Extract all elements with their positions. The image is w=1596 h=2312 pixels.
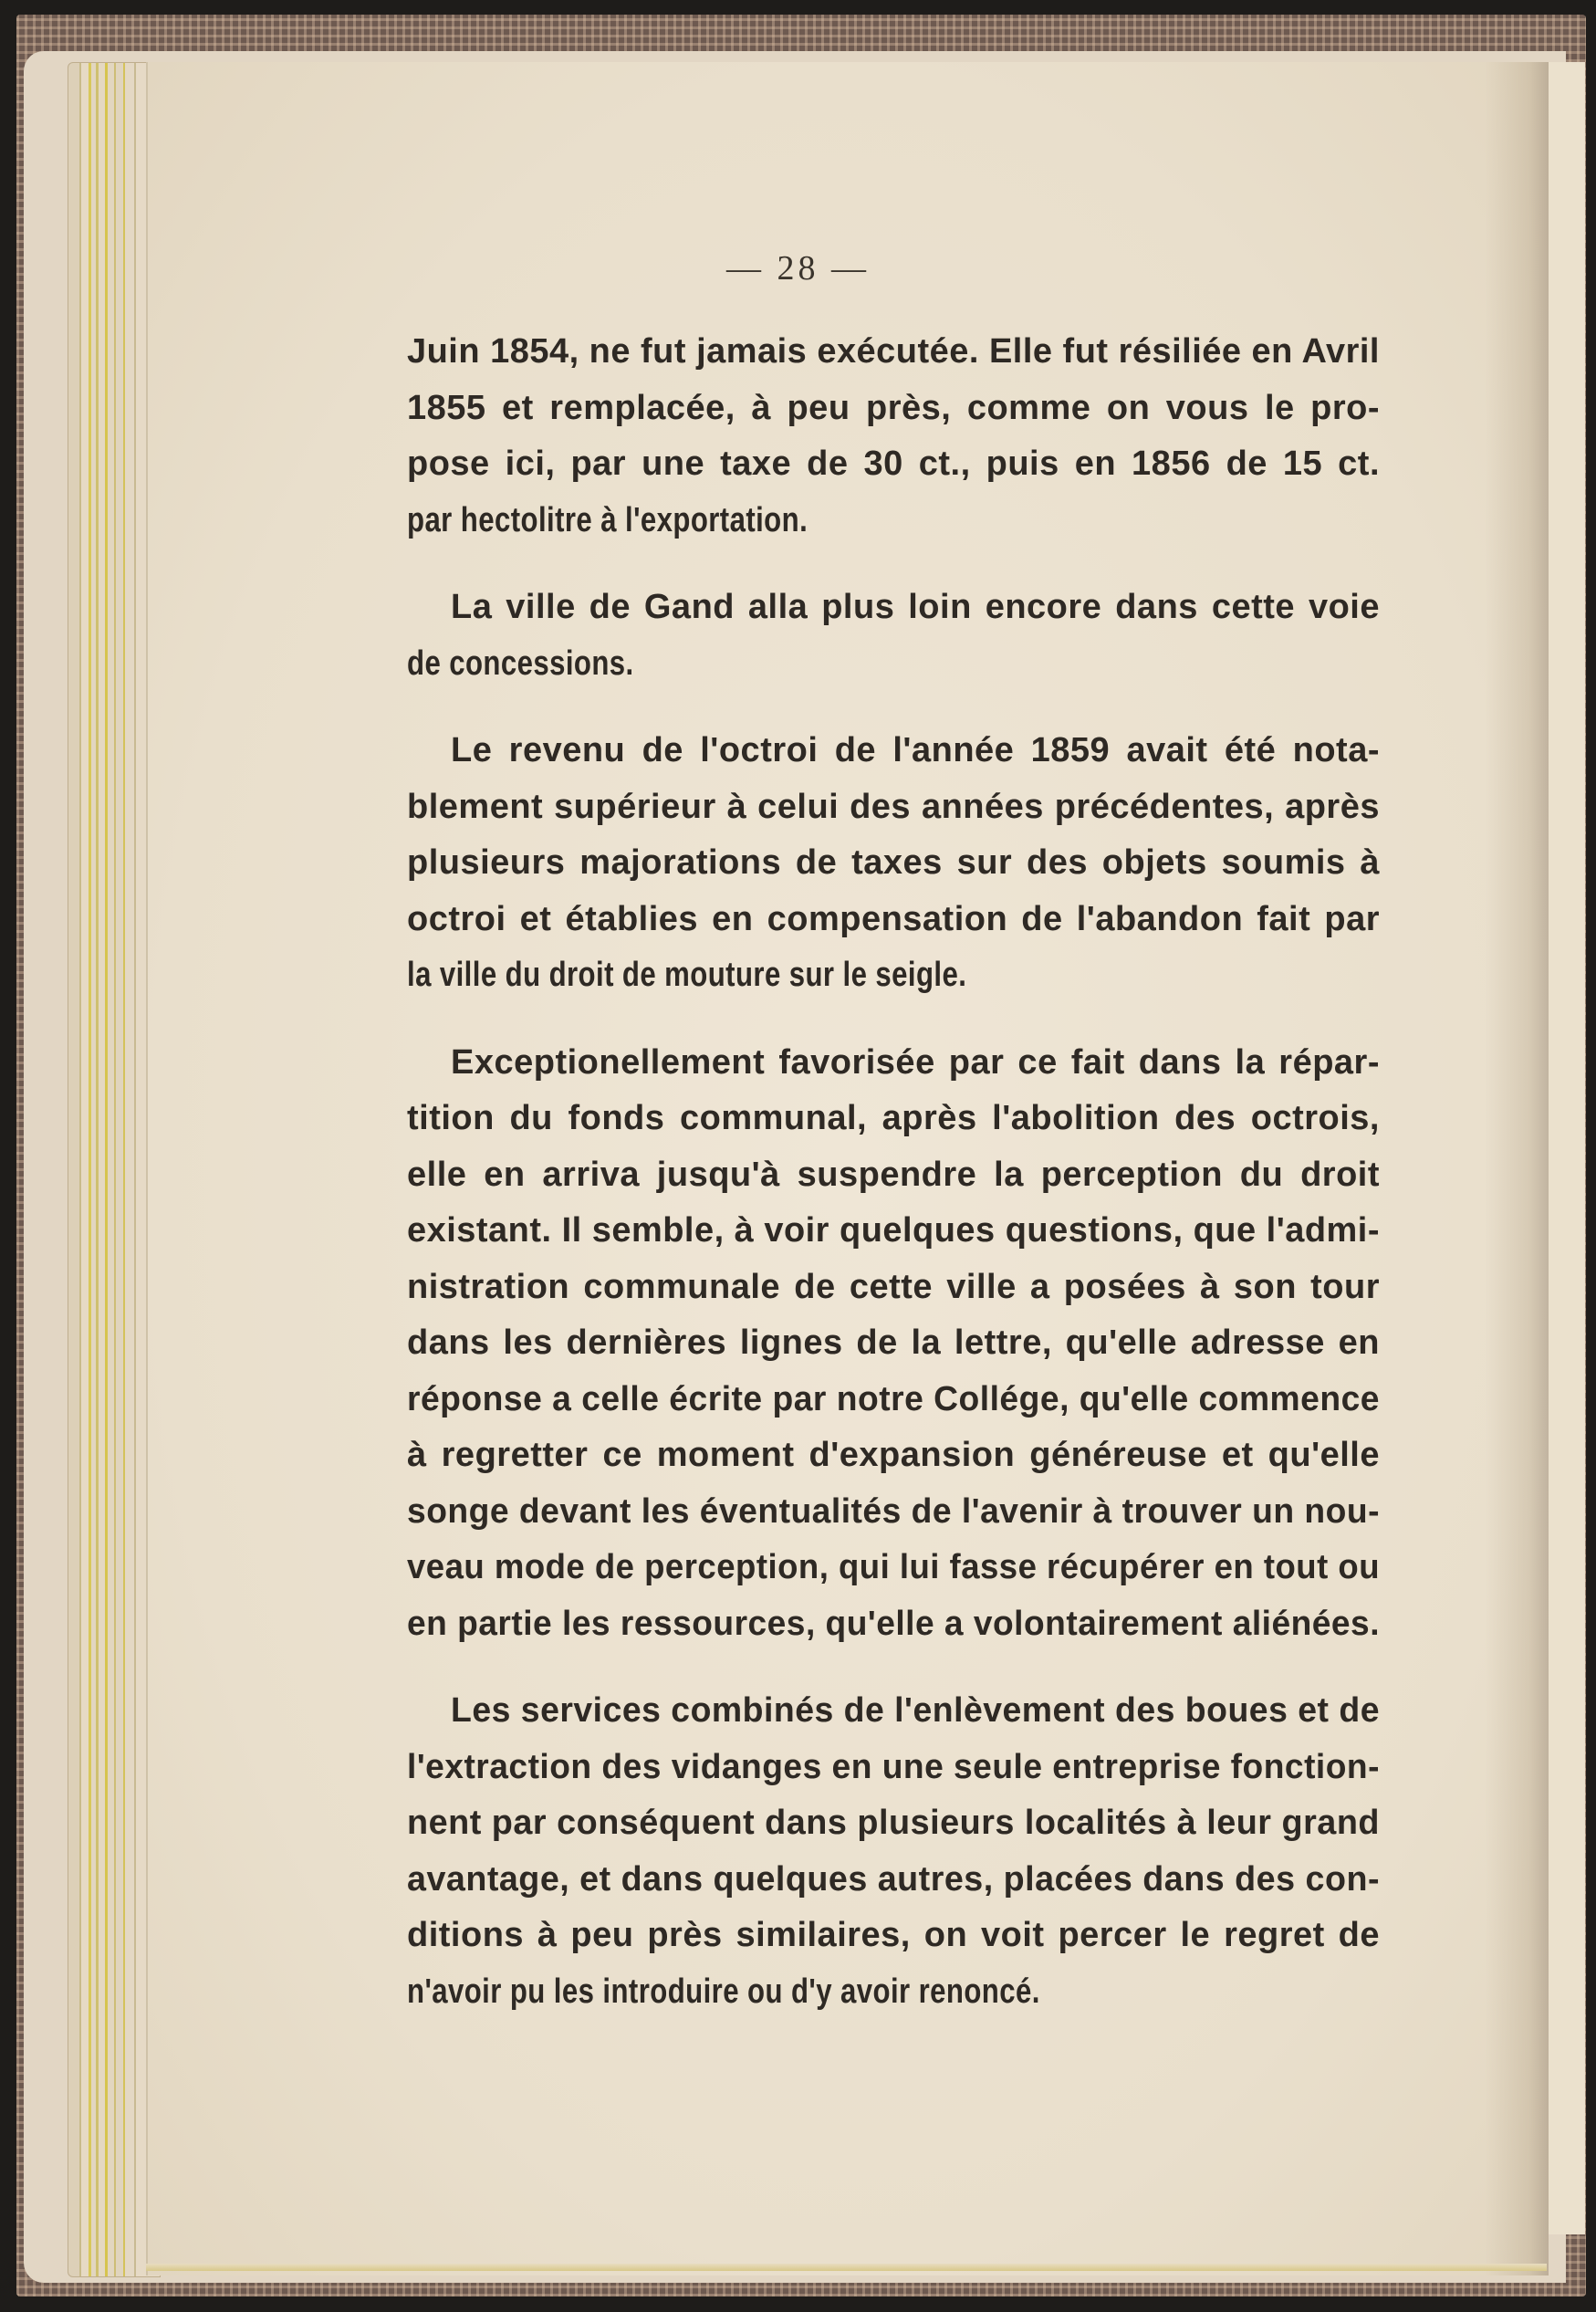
text-line: pose ici, par une taxe de 30 ct., puis en 1856 de 15 ct. <box>407 445 1380 483</box>
page-number: — 28 — <box>726 249 870 288</box>
text-line: nistration communale de cette ville a posées à son tour <box>407 1267 1380 1306</box>
paragraph-1 <box>407 324 1380 549</box>
text-line: avantage, et dans quelques autres, placées dans des con- <box>407 1859 1380 1899</box>
text-line: à regretter ce moment d'expansion généreuse et qu'elle <box>407 1436 1380 1474</box>
text-line: Juin 1854, ne fut jamais exécutée. Elle fut résiliée en Avril <box>407 332 1380 371</box>
text-line: tition du fonds communal, après l'abolition des octrois, <box>407 1099 1380 1137</box>
paragraph-3 <box>407 723 1380 1004</box>
text-line: l'extraction des vidanges en une seule entreprise fonction- <box>407 1747 1380 1786</box>
paragraph-4 <box>407 1035 1380 1653</box>
text-line: veau mode de perception, qui lui fasse récupérer en tout ou <box>407 1548 1380 1586</box>
text-line: n'avoir pu les introduire ou d'y avoir renoncé. <box>407 1972 1040 2011</box>
text-line: nent par conséquent dans plusieurs localités à leur grand <box>407 1804 1380 1842</box>
facing-page-edge <box>1547 62 1585 2234</box>
page-gutter-shadow <box>1485 62 1549 2275</box>
text-line: Le revenu de l'octroi de l'année 1859 avait été nota- <box>451 731 1380 769</box>
text-line: Exceptionellement favorisée par ce fait dans la répar- <box>451 1042 1380 1082</box>
text-line: Les services combinés de l'enlèvement des boues et de <box>450 1691 1380 1730</box>
text-line: la ville du droit de mouture sur le seigle. <box>407 956 967 994</box>
text-line: elle en arriva jusqu'à suspendre la perception du droit <box>407 1155 1380 1194</box>
text-line: plusieurs majorations de taxes sur des objets soumis à <box>407 843 1380 882</box>
text-line: dans les dernières lignes de la lettre, qu'elle adresse en <box>407 1323 1380 1362</box>
text-line: La ville de Gand alla plus loin encore dans cette voie <box>451 588 1380 626</box>
paragraph-2 <box>407 580 1380 692</box>
text-line: blement supérieur à celui des années précédentes, après <box>407 787 1380 826</box>
text-line: octroi et établies en compensation de l'abandon fait par <box>407 899 1380 938</box>
text-line: en partie les ressources, qu'elle a volontairement aliénées. <box>407 1604 1380 1643</box>
text-line: songe devant les éventualités de l'avenir à trouver un nou- <box>407 1491 1380 1531</box>
page-bottom-edge <box>146 2264 1547 2271</box>
paragraph-5 <box>407 1683 1380 2020</box>
text-line: 1855 et remplacée, à peu près, comme on vous le pro- <box>407 388 1380 427</box>
text-line: de concessions. <box>407 643 634 683</box>
text-line: par hectolitre à l'exportation. <box>407 500 808 539</box>
text-line: ditions à peu près similaires, on voit percer le regret de <box>407 1916 1380 1954</box>
body-text <box>407 324 1380 2051</box>
text-line: existant. Il semble, à voir quelques questions, que l'admi- <box>407 1211 1380 1250</box>
text-line: réponse a celle écrite par notre Collége, qu'elle commence <box>407 1379 1380 1418</box>
